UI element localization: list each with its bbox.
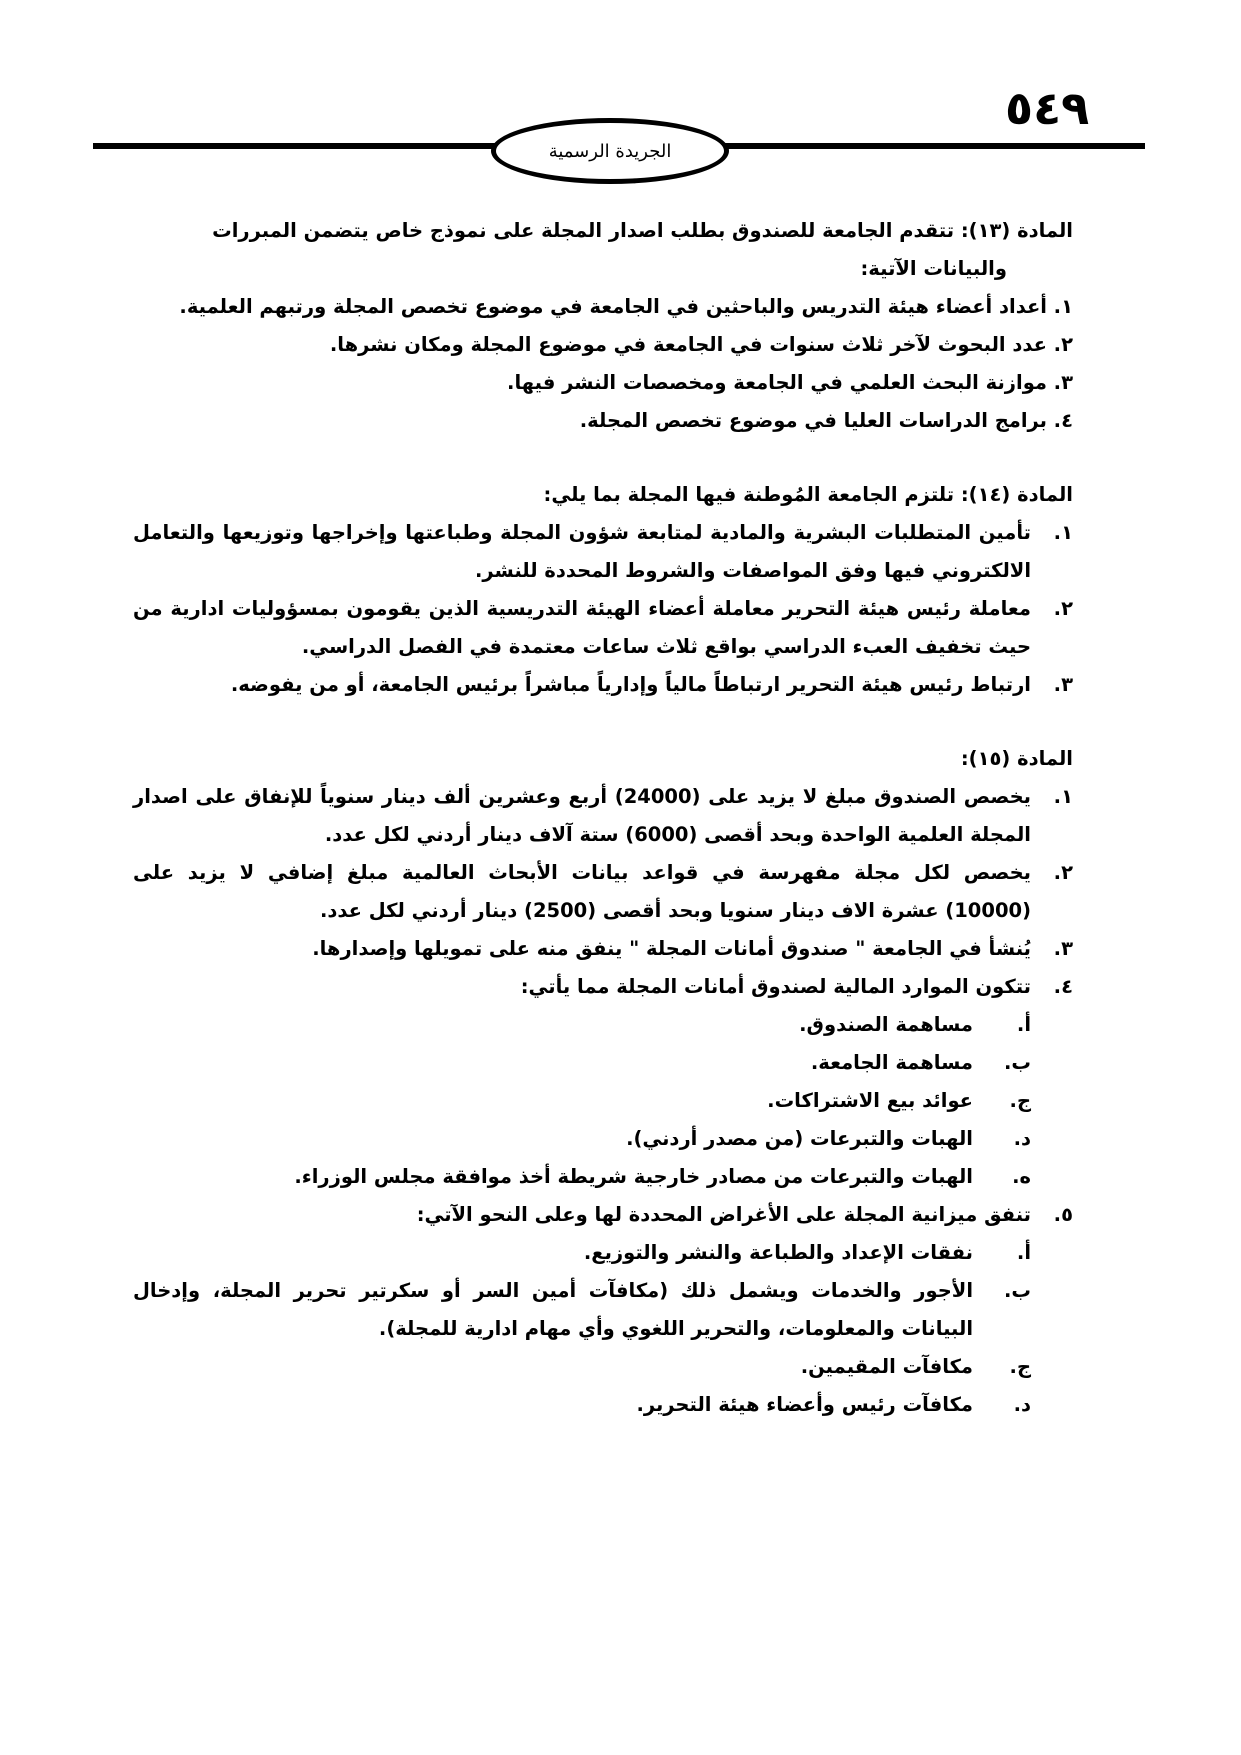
item-number: ٥.	[1053, 1203, 1073, 1226]
document-body	[133, 212, 1073, 1424]
item-text: عدد البحوث لآخر ثلاث سنوات في الجامعة في موضوع المجلة ومكان نشرها.	[329, 333, 1047, 356]
sub-item-letter: ب.	[1003, 1279, 1031, 1302]
item-number: ٣.	[1053, 371, 1073, 394]
item-text: يخصص لكل مجلة مفهرسة في قواعد بيانات الأبحاث العالمية مبلغ إضافي لا يزيد على (10000) عشرة الاف دينار سنويا وبحد أقصى (2500) دينار أردني لكل عدد.	[133, 861, 1031, 922]
sub-list-item	[133, 1044, 1073, 1082]
sub-list-item	[133, 1272, 1073, 1348]
list-item	[133, 514, 1073, 590]
item-text: تنفق ميزانية المجلة على الأغراض المحددة لها وعلى النحو الآتي:	[416, 1203, 1031, 1226]
article-14-heading: المادة (١٤): تلتزم الجامعة المُوطنة فيها المجلة بما يلي:	[543, 483, 1073, 506]
item-number: ١.	[1053, 521, 1073, 544]
sub-list-item	[133, 1386, 1073, 1424]
item-number: ٣.	[1053, 937, 1073, 960]
article-13-heading-cont: والبيانات الآتية:	[860, 257, 1007, 280]
list-item	[133, 326, 1073, 364]
sub-item-letter: أ.	[1016, 1241, 1031, 1264]
sub-item-letter: ج.	[1009, 1355, 1031, 1378]
sub-item-letter: ب.	[1003, 1051, 1031, 1074]
sub-item-letter: د.	[1013, 1393, 1031, 1416]
list-item	[133, 288, 1073, 326]
item-number: ٤.	[1053, 975, 1073, 998]
sub-list-item	[133, 1158, 1073, 1196]
list-item	[133, 778, 1073, 854]
sub-item-text: الأجور والخدمات ويشمل ذلك (مكافآت أمين السر أو سكرتير تحرير المجلة، وإدخال البيانات والمعلومات، والتحرير اللغوي وأي مهام ادارية للمجلة).	[133, 1279, 973, 1340]
list-item	[133, 402, 1073, 440]
list-item	[133, 1196, 1073, 1234]
list-item	[133, 666, 1073, 704]
list-item	[133, 968, 1073, 1006]
sub-item-text: عوائد بيع الاشتراكات.	[767, 1089, 973, 1112]
item-number: ٢.	[1053, 333, 1073, 356]
item-number: ١.	[1053, 295, 1073, 318]
sub-item-text: مكافآت رئيس وأعضاء هيئة التحرير.	[636, 1393, 973, 1416]
item-text: يخصص الصندوق مبلغ لا يزيد على (24000) أربع وعشرين ألف دينار سنوياً للإنفاق على اصدار المجلة العلمية الواحدة وبحد أقصى (6000) ستة آلاف دينار أردني لكل عدد.	[133, 785, 1031, 846]
sub-list-item	[133, 1120, 1073, 1158]
sub-item-letter: ج.	[1009, 1089, 1031, 1112]
item-text: معاملة رئيس هيئة التحرير معاملة أعضاء الهيئة التدريسية الذين يقومون بمسؤوليات ادارية من حيث تخفيف العبء الدراسي بواقع ثلاث ساعات معتمدة في الفصل الدراسي.	[133, 597, 1031, 658]
journal-title-oval	[491, 118, 729, 184]
sub-list-item	[133, 1234, 1073, 1272]
item-text: يُنشأ في الجامعة " صندوق أمانات المجلة " ينفق منه على تمويلها وإصدارها.	[312, 937, 1031, 960]
sub-item-text: الهبات والتبرعات من مصادر خارجية شريطة أخذ موافقة مجلس الوزراء.	[294, 1165, 973, 1188]
list-item	[133, 930, 1073, 968]
sub-item-text: مساهمة الصندوق.	[799, 1013, 973, 1036]
item-number: ٢.	[1053, 861, 1073, 884]
item-text: تتكون الموارد المالية لصندوق أمانات المجلة مما يأتي:	[520, 975, 1031, 998]
item-text: موازنة البحث العلمي في الجامعة ومخصصات النشر فيها.	[507, 371, 1047, 394]
sub-item-text: مكافآت المقيمين.	[800, 1355, 973, 1378]
sub-item-letter: أ.	[1016, 1013, 1031, 1036]
item-number: ٣.	[1053, 673, 1073, 696]
item-text: تأمين المتطلبات البشرية والمادية لمتابعة شؤون المجلة وطباعتها وإخراجها وتوزيعها والتعامل الالكتروني فيها وفق المواصفات والشروط المحددة للنشر.	[133, 521, 1031, 582]
sub-item-letter: د.	[1013, 1127, 1031, 1150]
page-number: ٥٤٩	[1005, 81, 1090, 135]
sub-item-text: الهبات والتبرعات (من مصدر أردني).	[626, 1127, 973, 1150]
sub-list-item	[133, 1348, 1073, 1386]
item-number: ٤.	[1053, 409, 1073, 432]
article-13-heading: المادة (١٣): تتقدم الجامعة للصندوق بطلب اصدار المجلة على نموذج خاص يتضمن المبررات	[212, 219, 1073, 242]
list-item	[133, 590, 1073, 666]
item-number: ١.	[1053, 785, 1073, 808]
sub-item-letter: ه.	[1012, 1165, 1031, 1188]
journal-title: الجريدة الرسمية	[548, 140, 672, 162]
sub-item-text: نفقات الإعداد والطباعة والنشر والتوزيع.	[583, 1241, 973, 1264]
item-text: برامج الدراسات العليا في موضوع تخصص المجلة.	[579, 409, 1047, 432]
item-text: ارتباط رئيس هيئة التحرير ارتباطاً مالياً وإدارياً مباشراً برئيس الجامعة، أو من يفوضه.	[230, 673, 1031, 696]
item-text: أعداد أعضاء هيئة التدريس والباحثين في الجامعة في موضوع تخصص المجلة ورتبهم العلمية.	[179, 295, 1047, 318]
article-15-heading: المادة (١٥):	[960, 747, 1073, 770]
sub-list-item	[133, 1006, 1073, 1044]
sub-item-text: مساهمة الجامعة.	[810, 1051, 973, 1074]
item-number: ٢.	[1053, 597, 1073, 620]
sub-list-item	[133, 1082, 1073, 1120]
list-item	[133, 854, 1073, 930]
list-item	[133, 364, 1073, 402]
